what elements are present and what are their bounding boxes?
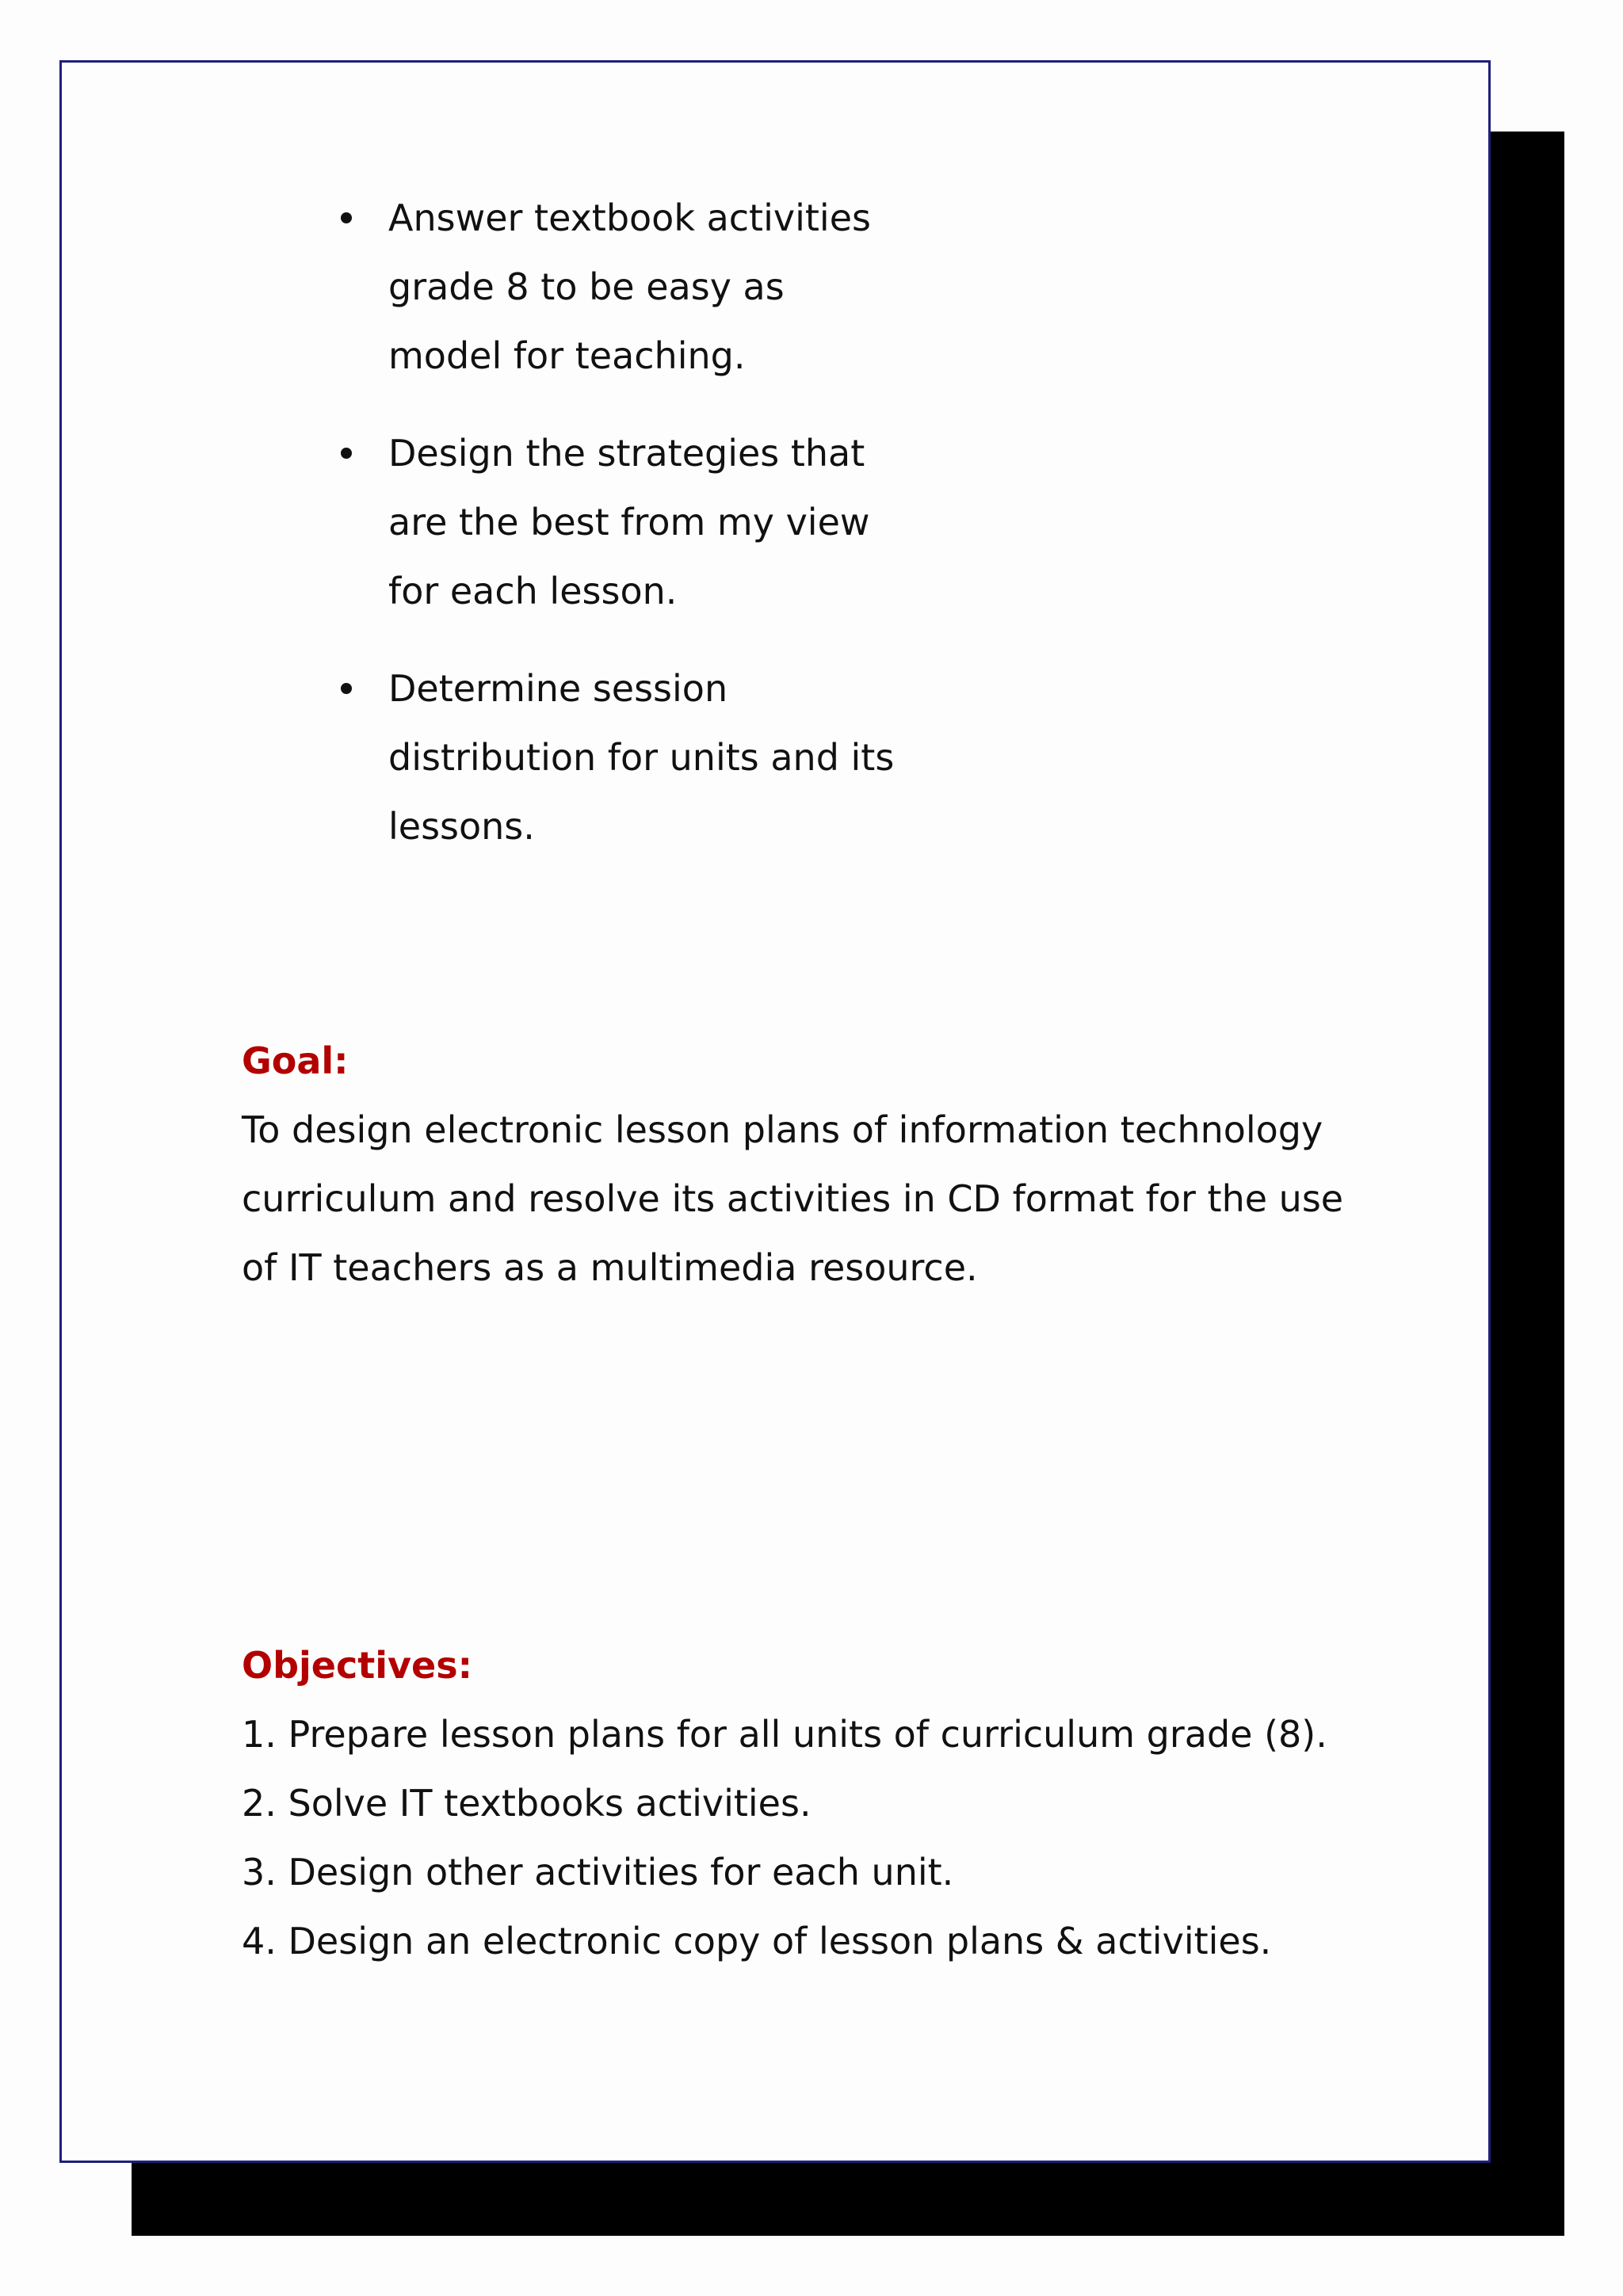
- bullet-item: [333, 654, 903, 861]
- objective-item: 1. Prepare lesson plans for all units of curriculum grade (8).: [242, 1713, 1327, 1756]
- bullet-text: Answer textbook activities grade 8 to be easy as model for teaching.: [388, 196, 871, 377]
- bullet-icon: [341, 683, 352, 694]
- bullet-item: [333, 419, 903, 626]
- bullet-icon: [341, 448, 352, 459]
- objective-item: 4. Design an electronic copy of lesson plans & activities.: [242, 1920, 1272, 1962]
- bullet-list: [333, 184, 903, 890]
- bullet-text: Determine session distribution for units and its lessons.: [388, 667, 895, 848]
- objective-item: 2. Solve IT textbooks activities.: [242, 1782, 812, 1825]
- goal-text: To design electronic lesson plans of information technology curriculum and resolve its activities in CD format for the use of IT teachers as a multimedia resource.: [242, 1108, 1344, 1289]
- goal-heading: Goal:: [242, 1039, 349, 1082]
- objectives-heading: Objectives:: [242, 1644, 472, 1687]
- bullet-text: Design the strategies that are the best from my view for each lesson.: [388, 432, 870, 612]
- objectives-list: [242, 1700, 1391, 1976]
- bullet-item: [333, 184, 903, 391]
- bullet-icon: [341, 212, 352, 223]
- objective-item: 3. Design other activities for each unit.: [242, 1851, 954, 1894]
